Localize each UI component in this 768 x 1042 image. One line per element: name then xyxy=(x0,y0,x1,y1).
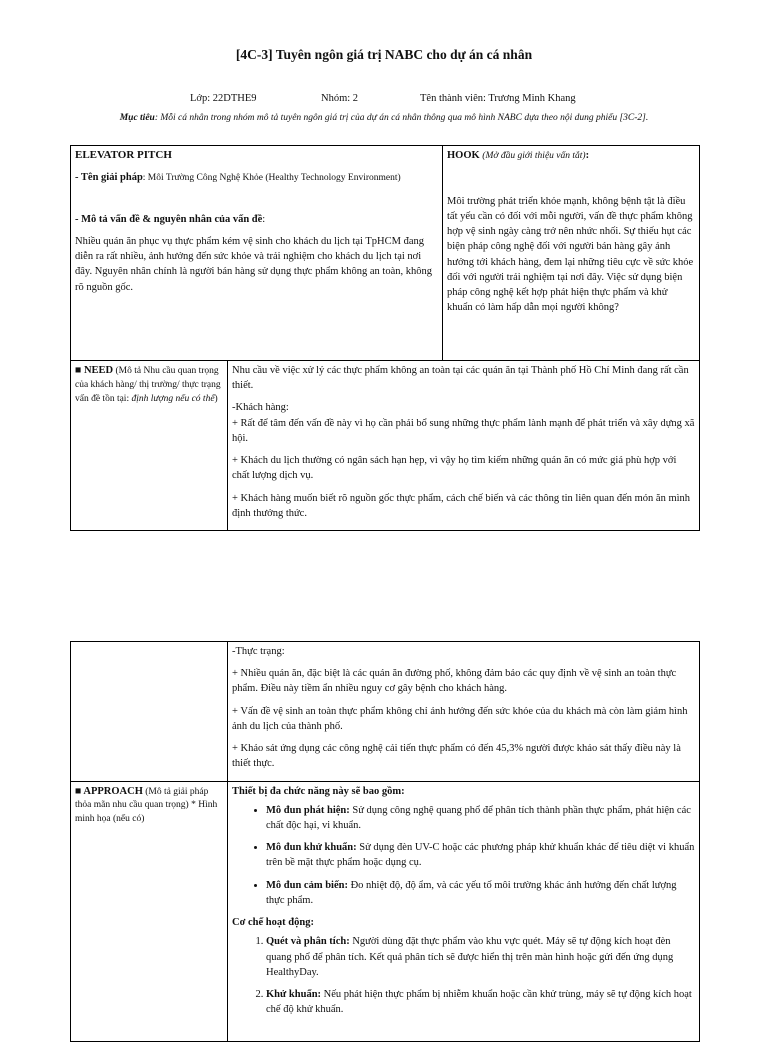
status-paragraph: + Khảo sát ứng dụng các công nghệ cải tiến thực phẩm có đến 45,3% người được khảo sát thấy điều này là thiết thực. xyxy=(232,743,681,770)
module-name: Mô đun khử khuẩn: xyxy=(266,842,357,854)
need-label-cell xyxy=(71,361,228,531)
step-text: Nếu phát hiện thực phẩm bị nhiễm khuẩn hoặc cần khử trùng, máy sẽ tự động kích hoạt chế độ khử khuẩn. xyxy=(266,988,692,1016)
goal-prefix: Mục tiêu xyxy=(119,113,155,123)
solution-line xyxy=(75,170,438,186)
module-item xyxy=(266,840,695,870)
need-cont-content-cell xyxy=(228,642,700,782)
goal-text: : Mỗi cá nhân trong nhóm mô tả tuyên ngôn giá trị của dự án cá nhân thông qua mô hình NABC dựa theo nội dung phiếu [3C-2]. xyxy=(154,113,649,123)
nabc-table-bottom xyxy=(70,641,700,1042)
hook-sub: (Mở đầu giới thiệu vấn tắt) xyxy=(482,151,586,161)
module-item xyxy=(266,878,695,908)
status-paragraph: + Vấn đề vệ sinh an toàn thực phẩm không chỉ ảnh hưởng đến sức khỏe của du khách mà còn làm giảm hình ảnh du lịch của thành phố. xyxy=(232,705,688,732)
class-label: Lớp: 22DTHE9 xyxy=(190,93,257,104)
module-text: Sử dụng đèn UV-C hoặc các phương pháp khử khuẩn khác để tiêu diệt vi khuẩn trên bề mặt thực phẩm hoặc dụng cụ. xyxy=(266,842,695,869)
hook-label: HOOK xyxy=(447,150,480,161)
need-label-bold: ■ NEED xyxy=(75,365,114,376)
need-label-end: ) xyxy=(214,393,218,404)
need-label xyxy=(75,363,223,406)
step-name: Quét và phân tích: xyxy=(266,936,350,948)
need-content-cell xyxy=(228,361,700,531)
approach-intro: Thiết bị đa chức năng này sẽ bao gồm: xyxy=(232,785,405,797)
status-paragraph: + Nhiều quán ăn, đặc biệt là các quán ăn đường phố, không đảm bảo các quy định về vệ sinh an toàn thực phẩm. Điều này tiềm ẩn nhiều nguy cơ gây bệnh cho khách hàng. xyxy=(232,668,677,695)
hook-colon: : xyxy=(585,150,590,161)
problem-text: Nhiều quán ăn phục vụ thực phẩm kém vệ sinh cho khách du lịch tại TpHCM đang diễn ra rất nhiều, ảnh hưởng đến sức khỏe và trải nghiệm cho khách du lịch tại nơi đây. Nguyên nhân chính là người bán hàng sử dụng thực phẩm không an toàn, không rõ nguồn gốc. xyxy=(75,235,433,293)
approach-label-text: (Mô tả giải pháp thỏa mãn nhu cầu quan trọng) * Hình minh họa (nếu có) xyxy=(75,786,218,825)
hook-text: Môi trường phát triển khỏe mạnh, không bệnh tật là điều tất yếu cần có đối với mỗi người, vấn đề thực phẩm không hợp vệ sinh ngày càng trở nên nhức nhối. Sự thiếu hụt các biện pháp công nghệ đối với người bán hàng gây ảnh hưởng tới khách hàng, đem lại những tiêu cực về sức khỏe đối với người trải nghiệm tại nơi đây. Việc sử dụng biện pháp công nghệ kết hợp phát hiện thực phẩm và khử khuẩn có làm hấp dẫn mọi người không? xyxy=(447,195,694,314)
member-label: Tên thành viên: Trương Minh Khang xyxy=(420,93,576,104)
need-label-text: (Mô tả Nhu cầu quan trọng của khách hàng/ thị trường/ thực trạng vấn đề tồn tại: xyxy=(75,366,221,404)
approach-label-bold: ■ APPROACH xyxy=(75,785,143,797)
step-item xyxy=(266,987,695,1017)
need-paragraph: + Khách du lịch thường có ngân sách hạn hẹp, vì vậy họ tìm kiếm những quán ăn có mức giá phù hợp với chất lượng dịch vụ. xyxy=(232,455,677,482)
approach-content-cell xyxy=(228,781,700,1041)
elevator-heading: ELEVATOR PITCH xyxy=(75,149,172,161)
module-name: Mô đun phát hiện: xyxy=(266,804,350,816)
approach-label-cell xyxy=(71,781,228,1041)
module-item xyxy=(266,803,695,833)
elevator-pitch-cell xyxy=(71,146,443,361)
need-label-italic: định lượng nếu có thể xyxy=(131,393,215,404)
status-heading: -Thực trạng: xyxy=(232,646,285,657)
problem-label: - Mô tả vấn đề & nguyên nhân của vấn đề xyxy=(75,213,263,225)
step-name: Khử khuẩn: xyxy=(266,988,322,1000)
mechanism-heading: Cơ chế hoạt động: xyxy=(232,917,314,929)
need-paragraph: -Khách hàng: + Rất để tâm đến vấn đề này vì họ cần phải bổ sung những thực phẩm lành mạnh để phát triển và xây dựng xã hội. xyxy=(232,402,695,444)
step-list xyxy=(232,934,695,1017)
module-text: Sử dụng công nghệ quang phổ để phân tích thành phần thực phẩm, phát hiện các chất độc hại, vi khuẩn. xyxy=(266,804,691,831)
page-title: [4C-3] Tuyên ngôn giá trị NABC cho dự án cá nhân xyxy=(235,47,533,62)
problem-colon: : xyxy=(262,213,266,225)
step-text: Người dùng đặt thực phẩm vào khu vực quét. Máy sẽ tự động kích hoạt đèn quang phổ để phân tích. Kết quả phân tích sẽ được hiển thị trên màn hình hoặc gửi đến ứng dụng HealthyDay. xyxy=(266,936,674,978)
module-text: Đo nhiệt độ, độ ẩm, và các yếu tố môi trường khác ảnh hưởng đến chất lượng thực phẩm. xyxy=(266,879,677,906)
need-paragraph: Nhu cầu về việc xử lý các thực phẩm không an toàn tại các quán ăn tại Thành phố Hồ Chí Minh đang rất cần thiết. xyxy=(232,365,689,392)
nabc-table-top xyxy=(70,145,700,531)
problem-heading xyxy=(75,212,438,227)
goal-line xyxy=(0,113,768,123)
step-item xyxy=(266,934,695,980)
approach-label xyxy=(75,784,223,827)
need-cont-label-cell xyxy=(71,642,228,782)
group-label: Nhóm: 2 xyxy=(321,93,359,104)
need-paragraph: + Khách hàng muốn biết rõ nguồn gốc thực phẩm, cách chế biến và các thông tin liên quan đến món ăn mình định thưởng thức. xyxy=(232,492,691,519)
solution-text: : Môi Trường Công Nghệ Khỏe (Healthy Technology Environment) xyxy=(142,172,401,183)
hook-cell xyxy=(443,146,700,361)
module-name: Mô đun cảm biến: xyxy=(266,879,348,891)
hook-heading xyxy=(447,148,695,164)
solution-label: - Tên giải pháp xyxy=(75,171,143,183)
module-list xyxy=(232,803,695,908)
